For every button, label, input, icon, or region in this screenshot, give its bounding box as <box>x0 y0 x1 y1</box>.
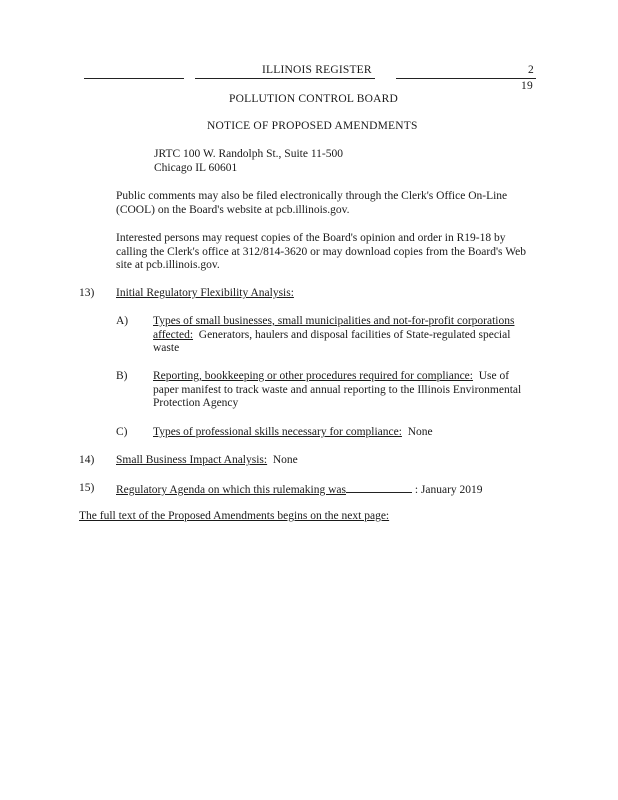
item-13c-heading: Types of professional skills necessary for compliance: <box>153 426 402 438</box>
item-15-blank <box>346 482 412 493</box>
item-13-heading: Initial Regulatory Flexibility Analysis: <box>116 287 294 299</box>
header-rule-right <box>396 78 536 79</box>
item-14-answer: None <box>272 454 298 466</box>
page-number: 2 <box>528 64 534 76</box>
item-13a-line-3: waste <box>153 342 180 354</box>
item-15-number: 15) <box>79 482 95 494</box>
comments-paragraph-line-1: Public comments may also be filed electronically through the Clerk's Office On-Line <box>116 190 508 202</box>
full-text-notice: The full text of the Proposed Amendments begins on the next page: <box>79 510 390 522</box>
item-13a-affected: affected: <box>153 329 194 341</box>
item-13b-label: B) <box>116 370 128 382</box>
item-13b-answer-start: Use of <box>478 370 510 382</box>
item-15-answer: : January 2019 <box>414 484 483 496</box>
notice-title: NOTICE OF PROPOSED AMENDMENTS <box>207 120 418 132</box>
address-line-1: JRTC 100 W. Randolph St., Suite 11-500 <box>154 148 343 160</box>
item-13a-answer: Generators, haulers and disposal facilities of State-regulated special <box>198 329 511 341</box>
item-13c-line <box>153 426 433 439</box>
item-13b-line-1 <box>153 370 509 383</box>
agency-name: POLLUTION CONTROL BOARD <box>229 93 399 105</box>
copies-paragraph-line-2: calling the Clerk's office at 312/814-3620 or may download copies from the Board's Web <box>116 246 526 258</box>
header-rule-center <box>195 78 375 79</box>
copies-paragraph-line-3: site at pcb.illinois.gov. <box>116 259 220 271</box>
item-13b-heading: Reporting, bookkeeping or other procedures required for compliance: <box>153 370 473 382</box>
address-line-2: Chicago IL 60601 <box>154 162 238 174</box>
item-13b-line-3: Protection Agency <box>153 397 239 409</box>
item-14-line <box>116 454 298 467</box>
register-title: ILLINOIS REGISTER <box>262 64 372 76</box>
item-13a-line-1: Types of small businesses, small municipalities and not-for-profit corporations <box>153 315 515 327</box>
item-13-number: 13) <box>79 287 95 299</box>
item-13c-label: C) <box>116 426 128 438</box>
header-rule-left <box>84 78 184 79</box>
item-13a-label: A) <box>116 315 129 327</box>
copies-paragraph-line-1: Interested persons may request copies of the Board's opinion and order in R19-18 by <box>116 232 506 244</box>
volume-number: 19 <box>521 80 533 92</box>
comments-paragraph-line-2: (COOL) on the Board's website at pcb.illinois.gov. <box>116 204 350 216</box>
item-13b-line-2: paper manifest to track waste and annual reporting to the Illinois Environmental <box>153 384 522 396</box>
item-13c-answer: None <box>407 426 433 438</box>
item-14-number: 14) <box>79 454 95 466</box>
item-14-heading: Small Business Impact Analysis: <box>116 454 268 466</box>
item-15-line <box>116 482 483 497</box>
item-15-heading: Regulatory Agenda on which this rulemaking was <box>116 484 346 496</box>
item-13a-line-2 <box>153 329 510 342</box>
